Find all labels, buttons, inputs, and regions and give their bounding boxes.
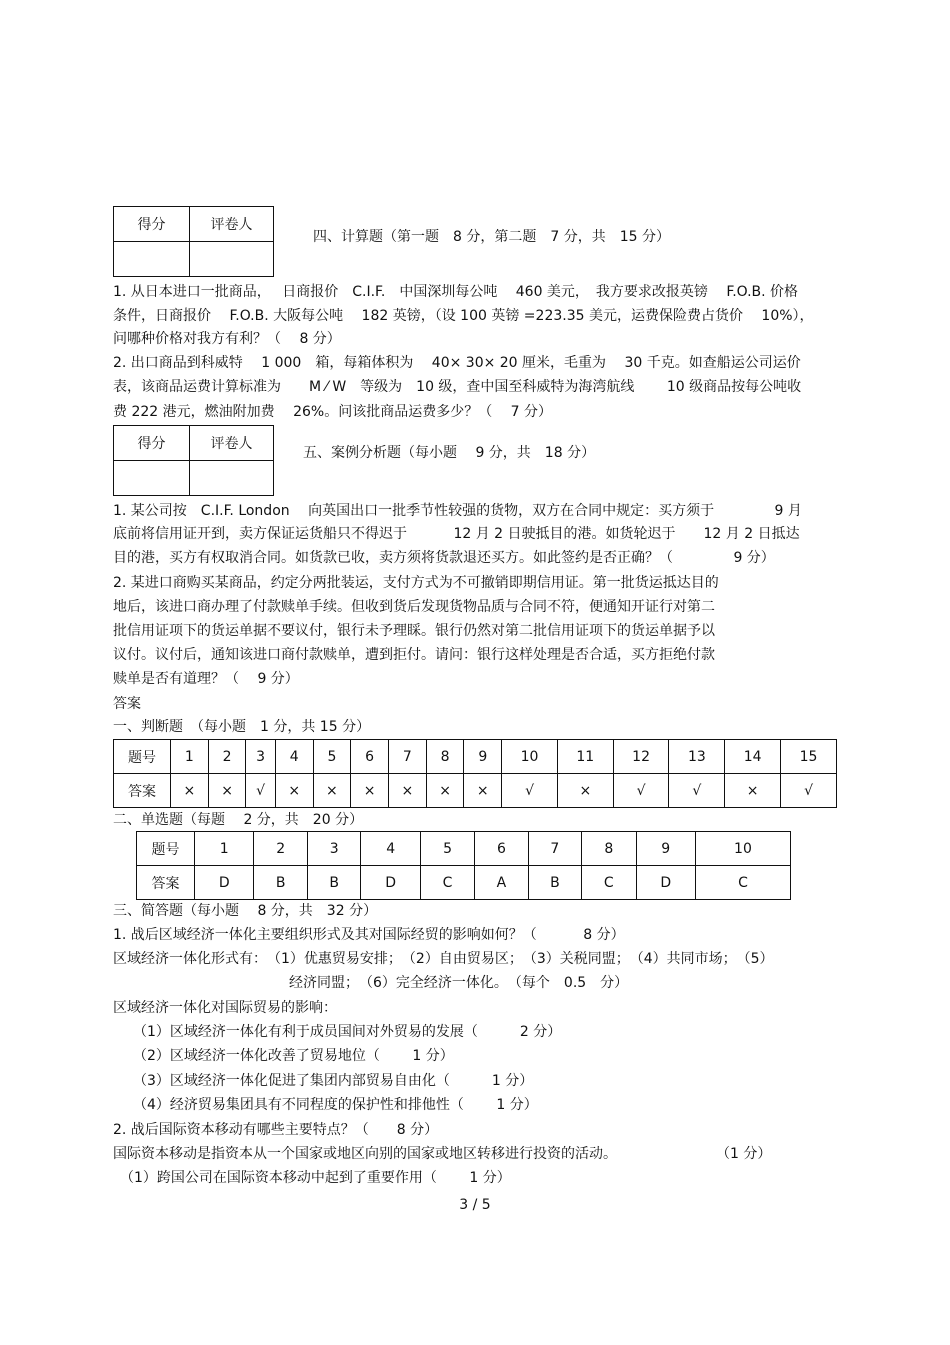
part3-q1-forms-cont: 经济同盟； （6）完全经济一体化。 （每个 0.5 分） (289, 975, 629, 991)
question-number: 4 (361, 832, 420, 866)
part1-title: 一、判断题 （每小题 1 分，共 15 分） (113, 719, 371, 735)
answer-cell: × (208, 774, 246, 808)
question-number: 2 (208, 740, 246, 774)
question-number: 1 (171, 740, 209, 774)
answer-cell: × (171, 774, 209, 808)
part3-title: 三、简答题（每小题 8 分，共 32 分） (113, 903, 378, 919)
answer-cell: B (528, 866, 582, 900)
question-number: 3 (307, 832, 361, 866)
page-number: 3 / 5 (459, 1197, 491, 1213)
s4-q1-line: 条件，日商报价 F.O.B. 大阪每公吨 182 英镑，（设 100 英镑 =223.35 美元，运费保险费占货价 10%）， (113, 308, 814, 324)
part3-q1-impact: （4）经济贸易集团具有不同程度的保护性和排他性（ 1 分） (133, 1097, 538, 1113)
s5-q2-line: 批信用证项下的货运单据不要议付，银行未予理睬。银行仍然对第二批信用证项下的货运单据予以 (113, 623, 715, 639)
s5-q1-line: 1. 某公司按 C.I.F. London 向英国出口一批季节性较强的货物，双方在合同中规定：买方须于 9 月 (113, 503, 802, 519)
answer-cell: B (307, 866, 361, 900)
question-number: 5 (313, 740, 351, 774)
question-number: 14 (725, 740, 781, 774)
score-cell[interactable] (114, 461, 190, 496)
question-number: 10 (502, 740, 558, 774)
question-number: 12 (613, 740, 669, 774)
table-row (137, 832, 791, 866)
s4-q1-line: 问哪种价格对我方有利？（ 8 分） (113, 331, 341, 347)
answer-cell: × (464, 774, 502, 808)
s5-q2-line: 2. 某进口商购买某商品，约定分两批装运，支付方式为不可撤销即期信用证。第一批货运抵达目的 (113, 575, 719, 591)
answer-cell: √ (781, 774, 837, 808)
answer-cell: D (361, 866, 420, 900)
score-box-section5 (113, 425, 274, 496)
part2-title: 二、单选题（每题 2 分，共 20 分） (113, 812, 364, 828)
answer-cell: A (475, 866, 528, 900)
question-number: 13 (669, 740, 725, 774)
question-number: 15 (781, 740, 837, 774)
row-label: 答案 (137, 866, 195, 900)
s5-q2-line: 赎单是否有道理？（ 9 分） (113, 671, 299, 687)
question-number: 7 (388, 740, 426, 774)
s5-q2-line: 议付。议付后，通知该进口商付款赎单，遭到拒付。请问：银行这样处理是否合适，买方拒绝付款 (113, 647, 715, 663)
table-row (137, 866, 791, 900)
answer-cell: × (426, 774, 464, 808)
score-box-section4 (113, 206, 274, 277)
question-number: 9 (636, 832, 695, 866)
answer-cell: × (313, 774, 351, 808)
answer-cell: √ (502, 774, 558, 808)
judgement-answer-table (113, 739, 837, 808)
part3-q1-impact: （2）区域经济一体化改善了贸易地位（ 1 分） (133, 1048, 454, 1064)
part3-q2-definition-score: （1 分） (716, 1146, 772, 1162)
s4-q2-line: 2. 出口商品到科威特 1 000 箱，每箱体积为 40× 30× 20 厘米，毛重为 30 千克。如查船运公司运价 (113, 355, 801, 371)
question-number: 6 (475, 832, 528, 866)
question-number: 4 (275, 740, 313, 774)
s4-q2-line: 费 222 港元，燃油附加费 26%。问该批商品运费多少？（ 7 分） (113, 404, 552, 420)
answer-heading: 答案 (113, 696, 141, 712)
table-row (114, 740, 837, 774)
answer-cell: C (695, 866, 790, 900)
answer-cell: C (582, 866, 636, 900)
row-label: 题号 (137, 832, 195, 866)
question-number: 8 (582, 832, 636, 866)
s4-q2-line: 表，该商品运费计算标准为 M ⁄ W 等级为 10 级，查中国至科威特为海湾航线 10 级商品按每公吨收 (113, 379, 802, 395)
answer-cell: × (557, 774, 613, 808)
part3-q2: 2. 战后国际资本移动有哪些主要特点？（ 8 分） (113, 1122, 439, 1138)
answer-cell: × (351, 774, 389, 808)
s5-q1-line: 目的港，买方有权取消合同。如货款已收，卖方须将货款退还买方。如此签约是否正确？（ 9 分） (113, 550, 775, 566)
question-number: 10 (695, 832, 790, 866)
answer-cell: D (195, 866, 254, 900)
grader-label: 评卷人 (190, 426, 274, 461)
s5-q2-line: 地后，该进口商办理了付款赎单手续。但收到货后发现货物品质与合同不符，便通知开证行对第二 (113, 599, 715, 615)
row-label: 答案 (114, 774, 171, 808)
score-label: 得分 (114, 207, 190, 242)
part3-q1: 1. 战后区域经济一体化主要组织形式及其对国际经贸的影响如何？（ 8 分） (113, 927, 625, 943)
answer-cell: × (388, 774, 426, 808)
question-number: 3 (246, 740, 275, 774)
question-number: 1 (195, 832, 254, 866)
answer-cell: √ (246, 774, 275, 808)
part3-q1-forms: 区域经济一体化形式有： （1）优惠贸易安排； （2）自由贸易区； （3）关税同盟； （4）共同市场； （5） (113, 951, 774, 967)
grader-cell[interactable] (190, 461, 274, 496)
answer-cell: √ (669, 774, 725, 808)
answer-cell: × (725, 774, 781, 808)
table-row (114, 774, 837, 808)
question-number: 6 (351, 740, 389, 774)
s5-q1-line: 底前将信用证开到，卖方保证运货船只不得迟于 12 月 2 日驶抵目的港。如货轮迟于 12 月 2 日抵达 (113, 526, 800, 542)
section4-title: 四、计算题（第一题 8 分，第二题 7 分，共 15 分） (313, 229, 670, 245)
s4-q1-line: 1. 从日本进口一批商品， 日商报价 C.I.F. 中国深圳每公吨 460 美元， 我方要求改报英镑 F.O.B. 价格 (113, 284, 799, 300)
part3-q1-impact-title: 区域经济一体化对国际贸易的影响： (113, 1000, 337, 1016)
section5-title: 五、案例分析题（每小题 9 分，共 18 分） (303, 445, 596, 461)
question-number: 2 (254, 832, 308, 866)
answer-cell: D (636, 866, 695, 900)
row-label: 题号 (114, 740, 171, 774)
question-number: 7 (528, 832, 582, 866)
question-number: 5 (420, 832, 474, 866)
single-choice-answer-table (136, 831, 791, 900)
answer-cell: × (275, 774, 313, 808)
grader-cell[interactable] (190, 242, 274, 277)
question-number: 11 (557, 740, 613, 774)
part3-q1-impact: （1）区域经济一体化有利于成员国间对外贸易的发展（ 2 分） (133, 1024, 562, 1040)
answer-cell: √ (613, 774, 669, 808)
question-number: 9 (464, 740, 502, 774)
answer-cell: B (254, 866, 308, 900)
question-number: 8 (426, 740, 464, 774)
grader-label: 评卷人 (190, 207, 274, 242)
part3-q2-point: （1）跨国公司在国际资本移动中起到了重要作用（ 1 分） (120, 1170, 511, 1186)
answer-cell: C (420, 866, 474, 900)
part3-q2-definition: 国际资本移动是指资本从一个国家或地区向别的国家或地区转移进行投资的活动。 (113, 1146, 617, 1162)
score-cell[interactable] (114, 242, 190, 277)
part3-q1-impact: （3）区域经济一体化促进了集团内部贸易自由化（ 1 分） (133, 1073, 534, 1089)
score-label: 得分 (114, 426, 190, 461)
